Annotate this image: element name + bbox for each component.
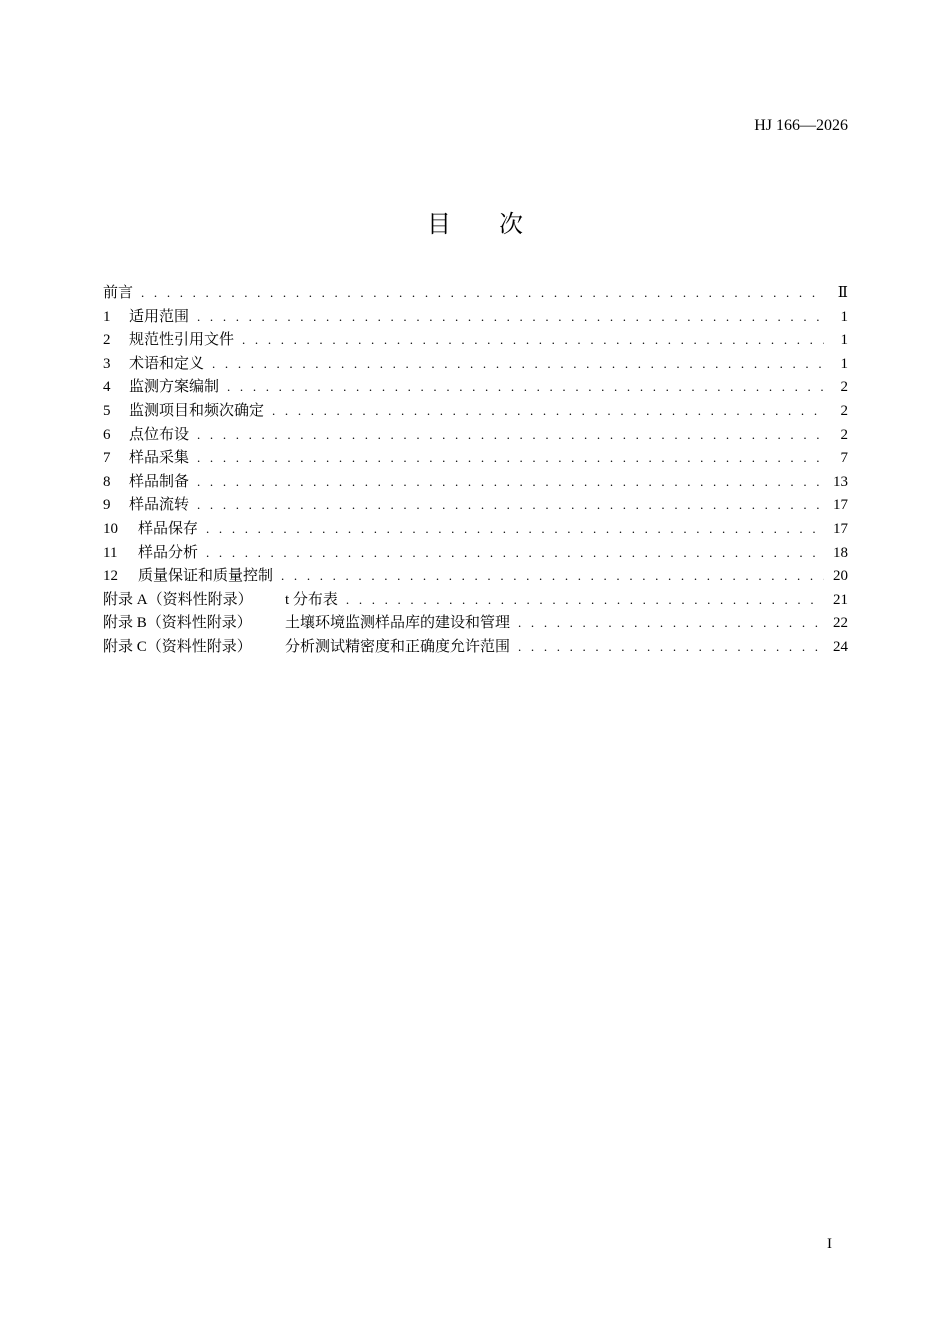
- toc-entry[interactable]: [103, 588, 848, 612]
- toc-entry-title: 点位布设: [129, 426, 190, 443]
- toc-entry-page: 21: [833, 591, 848, 608]
- table-of-contents: [103, 281, 848, 659]
- toc-leader-dots: [206, 521, 824, 537]
- toc-entry-title: 监测项目和频次确定: [129, 402, 265, 419]
- toc-entry-title: 适用范围: [129, 308, 190, 325]
- toc-leader-dots: [281, 568, 824, 584]
- toc-entry-number: 2: [103, 332, 111, 349]
- toc-entry-page: 17: [833, 497, 848, 514]
- toc-leader-dots: [518, 639, 824, 655]
- toc-entry[interactable]: [103, 564, 848, 588]
- toc-leader-dots: [141, 285, 824, 301]
- toc-entry-number: 附录 C（资料性附录）: [103, 638, 252, 655]
- toc-leader-dots: [197, 450, 824, 466]
- toc-entry-page: 1: [840, 308, 848, 325]
- toc-title: 目次: [427, 212, 571, 238]
- toc-entry-page: 13: [833, 473, 848, 490]
- toc-entry-page: 24: [833, 638, 848, 655]
- toc-entry-title: 样品流转: [129, 497, 190, 514]
- toc-entry-number: 4: [103, 379, 111, 396]
- toc-entry[interactable]: [103, 305, 848, 329]
- toc-entry-title: t 分布表: [285, 591, 338, 608]
- toc-entry-number: 12: [103, 568, 118, 585]
- toc-entry-number: 1: [103, 308, 111, 325]
- page-number: I: [827, 1236, 832, 1252]
- toc-entry-page: Ⅱ: [837, 285, 848, 301]
- toc-entry[interactable]: [103, 541, 848, 565]
- toc-leader-dots: [518, 615, 824, 631]
- toc-entry[interactable]: [103, 328, 848, 352]
- toc-entry-title: 样品采集: [129, 450, 190, 467]
- toc-leader-dots: [197, 309, 824, 325]
- toc-entry[interactable]: [103, 517, 848, 541]
- toc-entry-number: 8: [103, 473, 111, 490]
- toc-entry[interactable]: [103, 470, 848, 494]
- toc-entry-page: 2: [840, 426, 848, 443]
- toc-entry-title: 样品制备: [129, 473, 190, 490]
- toc-entry-number: 附录 A（资料性附录）: [103, 591, 253, 608]
- toc-leader-dots: [212, 356, 824, 372]
- toc-entry[interactable]: [103, 399, 848, 423]
- toc-leader-dots: [197, 497, 824, 513]
- toc-entry-number: 6: [103, 426, 111, 443]
- toc-entry-page: 1: [840, 355, 848, 372]
- toc-entry[interactable]: [103, 635, 848, 659]
- toc-entry[interactable]: [103, 611, 848, 635]
- toc-entry-number: 附录 B（资料性附录）: [103, 615, 252, 632]
- toc-entry-page: 2: [840, 379, 848, 396]
- toc-entry-page: 20: [833, 568, 848, 585]
- toc-entry[interactable]: [103, 423, 848, 447]
- toc-leader-dots: [242, 332, 824, 348]
- toc-entry-title: 规范性引用文件: [129, 332, 235, 349]
- toc-entry[interactable]: [103, 446, 848, 470]
- toc-entry-page: 2: [840, 402, 848, 419]
- toc-entry-page: 1: [840, 332, 848, 349]
- toc-entry-title: 前言: [103, 285, 134, 301]
- toc-entry-number: 7: [103, 450, 111, 467]
- toc-entry-number: 3: [103, 355, 111, 372]
- toc-entry-title: 样品保存: [138, 520, 199, 537]
- toc-entry[interactable]: [103, 375, 848, 399]
- toc-entry-title: 质量保证和质量控制: [138, 568, 274, 585]
- toc-leader-dots: [197, 427, 824, 443]
- toc-leader-dots: [206, 545, 824, 561]
- standard-code: HJ 166—2026: [754, 117, 848, 134]
- toc-leader-dots: [197, 474, 824, 490]
- toc-leader-dots: [272, 403, 824, 419]
- toc-entry-number: 10: [103, 520, 118, 537]
- toc-entry-title: 土壤环境监测样品库的建设和管理: [285, 615, 511, 632]
- toc-entry-title: 样品分析: [138, 544, 199, 561]
- toc-entry[interactable]: [103, 493, 848, 517]
- toc-entry-page: 22: [833, 615, 848, 632]
- toc-entry-number: 11: [103, 544, 118, 561]
- toc-entry[interactable]: [103, 352, 848, 376]
- toc-entry-page: 17: [833, 520, 848, 537]
- toc-entry[interactable]: [103, 281, 848, 305]
- toc-entry-number: 9: [103, 497, 111, 514]
- toc-leader-dots: [227, 379, 824, 395]
- toc-entry-page: 18: [833, 544, 848, 561]
- toc-entry-number: 5: [103, 402, 111, 419]
- toc-entry-title: 术语和定义: [129, 355, 205, 372]
- toc-leader-dots: [346, 592, 824, 608]
- toc-entry-page: 7: [840, 450, 848, 467]
- toc-entry-title: 分析测试精密度和正确度允许范围: [285, 638, 511, 655]
- toc-entry-title: 监测方案编制: [129, 379, 220, 396]
